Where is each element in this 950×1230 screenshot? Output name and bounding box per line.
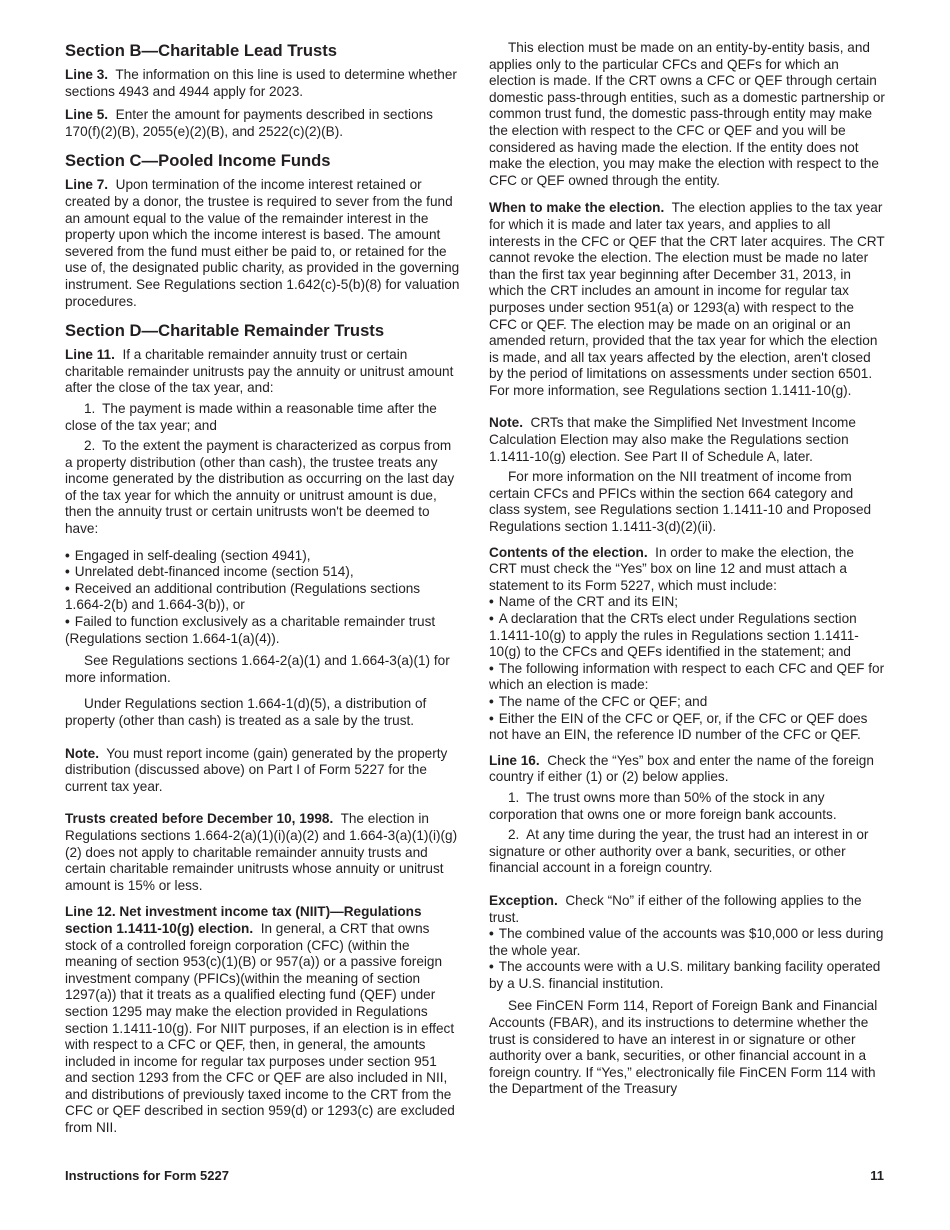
note-text: CRTs that make the Simplified Net Investment Income Calculation Election may also make the Regulations section 1.1411-10(g) election. See Part II of Schedule A, later. — [489, 415, 856, 464]
contents-of-election-text: In order to make the election, the CRT must check the “Yes” box on line 12 and must attach a statement to its Form 5227, which must include: — [489, 544, 854, 593]
line-12-text: In general, a CRT that owns stock of a controlled foreign corporation (CFC) (within the meaning of section 953(c)(1)(B) or 957(a)) or a passive foreign investment company (PFICs)(within the meaning of section 1297(a)) that it treats as a qualified electing fund (QEF) under section 1295 may make the election provided in Regulations section 1.1411-10(g). For NIIT purposes, if an election is in effect with respect to a CFC or QEF, then, in general, the amounts included in income for regular tax purposes under section 951 and section 1293 from the CFC or QEF are also included in NII, and distributions of previously taxed income to the CRT from the CFC or QEF described in section 959(d) or 1293(c) are excluded from NII. — [65, 920, 455, 1136]
line-16-item-1: 1. The trust owns more than 50% of the stock in any corporation that owns one or more foreign bank accounts. — [489, 789, 837, 822]
list-item: • Either the EIN of the CFC or QEF, or, if the CFC or QEF does not have an EIN, the reference ID number of the CFC or QEF. — [489, 711, 885, 744]
list-item: • Failed to function exclusively as a charitable remainder trust (Regulations section 1.664-1(a)(4)). — [65, 614, 461, 647]
contents-of-election-paragraph — [489, 545, 885, 595]
note-label: Note. — [489, 415, 523, 431]
line-11-item-1: 1. The payment is made within a reasonable time after the close of the tax year; and — [65, 400, 437, 433]
note-text: You must report income (gain) generated by the property distribution (discussed above) on Part I of Form 5227 for the current tax year. — [65, 745, 448, 794]
line-12-paragraph — [65, 904, 461, 1136]
note-paragraph — [65, 746, 461, 796]
footer-form-title: Instructions for Form 5227 — [65, 1168, 229, 1183]
deemed-bullet-list — [65, 548, 461, 648]
line-3-paragraph — [65, 67, 461, 100]
list-item: • A declaration that the CRTs elect under Regulations section 1.1411-10(g) to apply the rules in Regulations section 1.1411-10(g) to the CFCs and QEFs identified in the statement; and — [489, 611, 885, 661]
line-11-paragraph — [65, 347, 461, 397]
exception-label: Exception. — [489, 892, 558, 908]
line-3-label: Line 3. — [65, 67, 109, 82]
left-column — [65, 40, 461, 1144]
exception-bullet-list — [489, 926, 885, 992]
line-5-text: Enter the amount for payments described in sections 170(f)(2)(B), 2055(e)(2)(B), and 2522(c)(2)(B). — [65, 107, 433, 139]
line-12-label: Line 12. Net investment income tax (NIIT)—Regulations section 1.1411-10(g) election. — [65, 904, 422, 936]
trusts-before-1998-text: The election in Regulations sections 1.664-2(a)(1)(i)(a)(2) and 1.664-3(a)(1)(i)(g)(2) does not apply to charitable remainder annuity trusts and certain charitable remainder unitrusts whose annuity or unitrust amount is 15% or less. — [65, 811, 458, 893]
section-d-heading: Section D—Charitable Remainder Trusts — [65, 321, 385, 341]
more-info-paragraph: For more information on the NII treatment of income from certain CFCs and PFICs within the section 664 category and class system, see Regulations section 1.1411-10 and Proposed Regulations section 1.1411-3(d)(2)(ii). — [489, 469, 872, 535]
line-7-text: Upon termination of the income interest retained or created by a donor, the trustee is required to sever from the fund an amount equal to the value of the remainder interest in the property upon which the income interest is based. The amount severed from the fund must either be paid to, or retained for the use of, the designated public charity, as provided in the governing instrument. See Regulations section 1.642(c)-5(b)(8) for valuation procedures. — [65, 177, 460, 309]
list-item: • The combined value of the accounts was $10,000 or less during the whole year. — [489, 926, 885, 959]
fincen-paragraph: See FinCEN Form 114, Report of Foreign Bank and Financial Accounts (FBAR), and its instructions to determine whether the trust is considered to have an interest in or signature or other authority over a bank, securities, or other financial account in a foreign country. If “Yes,” electronically file FinCEN Form 114 with the Department of the Treasury — [489, 998, 878, 1097]
section-c-heading: Section C—Pooled Income Funds — [65, 151, 331, 171]
line-5-paragraph — [65, 107, 461, 140]
exception-text: Check “No” if either of the following applies to the trust. — [489, 892, 862, 925]
list-item: • The name of the CFC or QEF; and — [489, 694, 885, 711]
line-7-paragraph — [65, 177, 461, 310]
list-item: • Unrelated debt-financed income (section 514), — [65, 564, 461, 581]
trusts-before-1998-paragraph — [65, 811, 461, 894]
line-16-text: Check the “Yes” box and enter the name of the foreign country if either (1) or (2) below applies. — [489, 752, 874, 785]
line-11-label: Line 11. — [65, 347, 115, 363]
section-b-heading: Section B—Charitable Lead Trusts — [65, 41, 338, 60]
list-item: • The accounts were with a U.S. military banking facility operated by a U.S. financial institution. — [489, 959, 885, 992]
see-regulations-paragraph: See Regulations sections 1.664-2(a)(1) and 1.664-3(a)(1) for more information. — [65, 653, 450, 685]
contents-bullet-list — [489, 594, 885, 743]
right-column — [489, 40, 885, 1102]
trusts-before-1998-label: Trusts created before December 10, 1998. — [65, 811, 334, 827]
under-regulations-paragraph: Under Regulations section 1.664-1(d)(5), a distribution of property (other than cash) is treated as a sale by the trust. — [65, 696, 427, 728]
contents-of-election-label: Contents of the election. — [489, 544, 648, 560]
line-16-label: Line 16. — [489, 752, 540, 768]
line-3-text: The information on this line is used to determine whether sections 4943 and 4944 apply for 2023. — [65, 67, 457, 99]
note-paragraph — [489, 415, 885, 465]
line-11-item-2: 2. To the extent the payment is characterized as corpus from a property distribution (other than cash), the trustee treats any income generated by the distribution as occurring on the last day of the tax year for which the annuity or unitrust amount is due, then the annuity trust or certain unitrusts won't be deemed to have: — [65, 438, 455, 537]
election-paragraph: This election must be made on an entity-by-entity basis, and applies only to the particular CFCs and QEFs for which an election is made. If the CRT owns a CFC or QEF through certain domestic pass-through entities, such as a domestic partnership or common trust fund, the domestic pass-through entity may make the election with respect to the CFC or QEF and you will be considered as having made the election. If the entity does not make the election, you may make the election with respect to the CFC or QEF owned through the entity. — [489, 40, 885, 188]
when-to-make-election-paragraph — [489, 200, 885, 399]
list-item: • The following information with respect to each CFC and QEF for which an election is made: — [489, 661, 885, 694]
list-item: • Received an additional contribution (Regulations sections 1.664-2(b) and 1.664-3(b)), or — [65, 581, 461, 614]
list-item: • Engaged in self-dealing (section 4941), — [65, 548, 461, 565]
line-16-item-2: 2. At any time during the year, the trust had an interest in or signature or other authority over a bank, securities, or other financial account in a foreign country. — [489, 827, 869, 876]
note-label: Note. — [65, 745, 99, 761]
line-7-label: Line 7. — [65, 177, 109, 193]
list-item: • Name of the CRT and its EIN; — [489, 594, 885, 611]
line-11-text: If a charitable remainder annuity trust or certain charitable remainder unitrusts pay the annuity or unitrust amount after the close of the tax year, and: — [65, 347, 454, 396]
when-to-make-election-label: When to make the election. — [489, 200, 665, 216]
when-to-make-election-text: The election applies to the tax year for which it is made and later tax years, and applies to all interests in the CFC or QEF that the CRT later acquires. The CRT cannot revoke the election. The election must be made no later than the first tax year beginning after December 31, 2013, in which the CRT includes an amount in income for regular tax purposes under section 951(a) or 1293(a) with respect to the CFC or QEF. The election may be made on an original or an amended return, provided that the tax year for which the election is made, and all tax years affected by the election, aren't closed by the period of limitations on assessments under section 6501. For more information, see Regulations section 1.1411-10(g). — [489, 200, 885, 398]
page-number: 11 — [870, 1168, 884, 1183]
line-5-label: Line 5. — [65, 107, 109, 123]
line-16-paragraph — [489, 753, 885, 786]
exception-paragraph — [489, 893, 885, 926]
